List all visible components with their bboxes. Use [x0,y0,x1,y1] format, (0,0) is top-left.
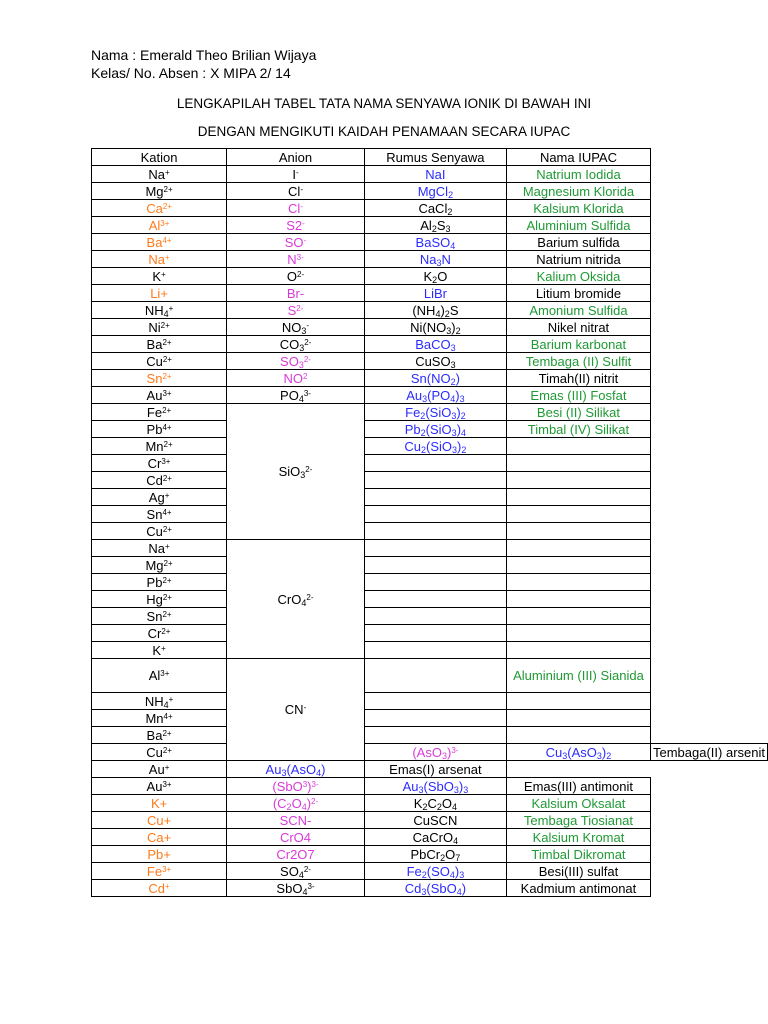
table-row [92,183,768,200]
formula-cell [364,693,506,710]
formula-cell: BaCO$_3$ [364,336,506,353]
iupac-name-cell: Tembaga(II) arsenit [651,744,768,761]
formula-cell [364,472,506,489]
iupac-name-cell: Emas(III) antimonit [506,778,650,795]
iupac-name-cell: Besi(III) sulfat [506,863,650,880]
formula-cell: CuSO$_3$ [364,353,506,370]
cation-cell: $Cd^{2+}$ [92,472,227,489]
table-row [92,523,768,540]
iupac-name-cell [506,523,650,540]
table-row [92,319,768,336]
cation-cell: $Cr^{2+}$ [92,625,227,642]
formula-cell [364,506,506,523]
table-row [92,642,768,659]
cation-cell: $Cr^{3+}$ [92,455,227,472]
formula-cell: $Al_2S_3$ [364,217,506,234]
cation-cell: Na+ [92,540,227,557]
iupac-name-cell: Emas(I) arsenat [364,761,506,778]
formula-cell: $Fe_2(SO_4)_3$ [364,863,506,880]
formula-cell: CaCl$_2$ [364,200,506,217]
anion-cell: $N^{3-}$ [227,251,365,268]
anion-cell: $CO_3^{2-}$ [227,336,365,353]
formula-cell: MgCl$_2$ [364,183,506,200]
formula-cell: $K_2O$ [364,268,506,285]
table-row [92,829,768,846]
formula-cell [364,659,506,693]
anion-cell: $S^{2-}$ [227,302,365,319]
iupac-name-cell [506,472,650,489]
cation-cell: $Mn^{4+}$ [92,710,227,727]
formula-cell: $PbCr_2O_7$ [364,846,506,863]
formula-cell [364,625,506,642]
table-row [92,625,768,642]
table-row [92,285,768,302]
formula-cell: $Na_3N$ [364,251,506,268]
iupac-name-cell [506,625,650,642]
anion-cell: CrO4 [227,829,365,846]
iupac-name-cell [506,489,650,506]
iupac-name-cell: Timah(II) nitrit [506,370,650,387]
anion-cell: CN- [227,659,365,761]
ionic-compound-table [91,148,768,897]
formula-cell [364,642,506,659]
cation-cell: $Ba^{2+}$ [92,336,227,353]
anion-cell: $PO_4^{3-}$ [227,387,365,404]
formula-cell: CuSCN [364,812,506,829]
table-row [92,710,768,727]
anion-cell: Br- [227,285,365,302]
table-row [92,353,768,370]
iupac-name-cell [506,557,650,574]
table-row [92,489,768,506]
table-row [92,506,768,523]
cation-cell: K+ [92,642,227,659]
anion-cell: $SO_4^{2-}$ [227,863,365,880]
iupac-name-cell: Kalsium Klorida [506,200,650,217]
cation-cell: Au+ [92,761,227,778]
formula-cell [364,608,506,625]
table-row [92,727,768,744]
table-row [92,200,768,217]
cation-cell: $Cu^{2+}$ [92,744,227,761]
formula-cell: BaSO$_4$ [364,234,506,251]
cation-cell: $Pb^{2+}$ [92,574,227,591]
cation-cell: $Mg^{2+}$ [92,183,227,200]
iupac-name-cell [506,540,650,557]
cation-cell: Li+ [92,285,227,302]
table-row [92,778,768,795]
cation-cell: Ca+ [92,829,227,846]
anion-cell: $(AsO_3)^{3-}$ [364,744,506,761]
student-class: Kelas/ No. Absen : X MIPA 2/ 14 [91,65,291,81]
iupac-name-cell: Timbal (IV) Silikat [506,421,650,438]
cation-cell: $Fe^{2+}$ [92,404,227,421]
table-row [92,404,768,421]
formula-cell [364,455,506,472]
formula-cell: $Pb_2(SiO_3)_4$ [364,421,506,438]
cation-cell: $Al^{3+}$ [92,217,227,234]
anion-cell: Cr2O7 [227,846,365,863]
table-row [92,455,768,472]
table-row [92,863,768,880]
anion-cell: CrO$_4^{2-}$ [227,540,365,659]
table-row [92,268,768,285]
formula-cell [364,574,506,591]
table-row [92,234,768,251]
anion-cell: $O^{2-}$ [227,268,365,285]
column-header-formula: Rumus Senyawa [364,149,506,166]
cation-cell: Pb+ [92,846,227,863]
cation-cell: $Ca^{2+}$ [92,200,227,217]
cation-cell: Cd+ [92,880,227,897]
cation-cell: $Ni^{2+}$ [92,319,227,336]
iupac-name-cell: Tembaga (II) Sulfit [506,353,650,370]
formula-cell: NaI [364,166,506,183]
instruction-line-1: LENGKAPILAH TABEL TATA NAMA SENYAWA IONIK DI BAWAH INI [176,96,592,111]
table-row [92,251,768,268]
iupac-name-cell: Kalium Oksida [506,268,650,285]
iupac-name-cell [506,455,650,472]
formula-cell: LiBr [364,285,506,302]
iupac-name-cell [506,710,650,727]
table-row [92,166,768,183]
anion-cell: $NO^2$ [227,370,365,387]
formula-cell: $Sn(NO_2)$ [364,370,506,387]
anion-cell: $(SbO^3)^{3-}$ [227,778,365,795]
cation-cell: Na+ [92,166,227,183]
cation-cell: $Fe^{3+}$ [92,863,227,880]
cation-cell: K+ [92,268,227,285]
iupac-name-cell: Aluminium (III) Sianida [506,659,650,693]
formula-cell [364,591,506,608]
iupac-name-cell: Kadmium antimonat [506,880,650,897]
table-row [92,693,768,710]
cation-cell: Cu+ [92,812,227,829]
cation-cell: Ag+ [92,489,227,506]
table-row [92,608,768,625]
cation-cell: $Mg^{2+}$ [92,557,227,574]
anion-cell: I- [227,166,365,183]
iupac-name-cell: Tembaga Tiosianat [506,812,650,829]
instruction-line-2: DENGAN MENGIKUTI KAIDAH PENAMAAN SECARA IUPAC [197,124,571,139]
anion-cell: SbO$_4^{3-}$ [227,880,365,897]
anion-cell: SO- [227,234,365,251]
iupac-name-cell: Magnesium Klorida [506,183,650,200]
iupac-name-cell [506,591,650,608]
cation-cell: $NH_4^+$ [92,302,227,319]
cation-cell: $Au^{3+}$ [92,778,227,795]
cation-cell: $Ba^{4+}$ [92,234,227,251]
cation-cell: $Au^{3+}$ [92,387,227,404]
table-row [92,540,768,557]
iupac-name-cell [506,727,650,744]
iupac-name-cell: Nikel nitrat [506,319,650,336]
table-row [92,659,768,693]
table-row [92,387,768,404]
column-header-cation: Kation [92,149,227,166]
formula-cell: $(NH_4)_2S$ [364,302,506,319]
anion-cell: Cl- [227,200,365,217]
iupac-name-cell: Barium sulfida [506,234,650,251]
table-row [92,370,768,387]
table-row [92,880,768,897]
iupac-name-cell [506,506,650,523]
formula-cell: $Fe_2(SiO_3)_2$ [364,404,506,421]
iupac-name-cell [506,438,650,455]
iupac-name-cell [506,642,650,659]
iupac-name-cell: Emas (III) Fosfat [506,387,650,404]
iupac-name-cell [506,608,650,625]
iupac-name-cell: Barium karbonat [506,336,650,353]
cation-cell: $Sn^{2+}$ [92,370,227,387]
table-row [92,217,768,234]
anion-cell: Cl- [227,183,365,200]
formula-cell: $Au_3(SbO_3)_3$ [364,778,506,795]
cation-cell: $Mn^{2+}$ [92,438,227,455]
table-row [92,591,768,608]
iupac-name-cell: Besi (II) Silikat [506,404,650,421]
table-row [92,302,768,319]
formula-cell [364,489,506,506]
table-row [92,574,768,591]
anion-cell: SiO$_3^{2-}$ [227,404,365,540]
formula-cell: $Au_3(AsO_4)$ [227,761,365,778]
formula-cell [364,557,506,574]
anion-cell: S2- [227,217,365,234]
cation-cell: $Cu^{2+}$ [92,353,227,370]
iupac-name-cell: Litium bromide [506,285,650,302]
formula-cell [364,523,506,540]
anion-cell: $SO_3^{2-}$ [227,353,365,370]
iupac-name-cell: Kalsium Oksalat [506,795,650,812]
cation-cell: $Pb^{4+}$ [92,421,227,438]
table-row [92,846,768,863]
table-row [92,812,768,829]
student-name: Nama : Emerald Theo Brilian Wijaya [91,47,317,63]
cation-cell: $NH_4^+$ [92,693,227,710]
table-row [92,557,768,574]
cation-cell: K+ [92,795,227,812]
cation-cell: $Hg^{2+}$ [92,591,227,608]
iupac-name-cell [506,574,650,591]
table-row [92,744,768,761]
formula-cell [364,540,506,557]
cation-cell: $Sn^{4+}$ [92,506,227,523]
table-header-row [92,149,768,166]
iupac-name-cell: Natrium Iodida [506,166,650,183]
formula-cell: $K_2C_2O_4$ [364,795,506,812]
table-row [92,761,768,778]
cation-cell: $Sn^{2+}$ [92,608,227,625]
iupac-name-cell: Amonium Sulfida [506,302,650,319]
cation-cell: $Al^{3+}$ [92,659,227,693]
formula-cell: $Cu_2(SiO_3)_2$ [364,438,506,455]
iupac-name-cell [506,693,650,710]
formula-cell [364,727,506,744]
formula-cell [364,710,506,727]
column-header-anion: Anion [227,149,365,166]
iupac-name-cell: Timbal Dikromat [506,846,650,863]
formula-cell: $Cu_3(AsO_3)_2$ [506,744,650,761]
table-row [92,472,768,489]
column-header-iupac-name: Nama IUPAC [506,149,650,166]
table-row [92,795,768,812]
formula-cell: $Cd_3(SbO_4)$ [364,880,506,897]
cation-cell: Na+ [92,251,227,268]
cation-cell: $Ba^{2+}$ [92,727,227,744]
anion-cell: SCN- [227,812,365,829]
table-row [92,421,768,438]
iupac-name-cell: Aluminium Sulfida [506,217,650,234]
table-body [92,166,768,897]
formula-cell: $Ni(NO_3)_2$ [364,319,506,336]
iupac-name-cell: Natrium nitrida [506,251,650,268]
iupac-name-cell: Kalsium Kromat [506,829,650,846]
anion-cell: $(C_2O_4)^{2-}$ [227,795,365,812]
formula-cell: $Au_3(PO_4)_3$ [364,387,506,404]
table-row [92,438,768,455]
anion-cell: $NO_3^-$ [227,319,365,336]
formula-cell: CaCrO$_4$ [364,829,506,846]
cation-cell: $Cu^{2+}$ [92,523,227,540]
table-row [92,336,768,353]
